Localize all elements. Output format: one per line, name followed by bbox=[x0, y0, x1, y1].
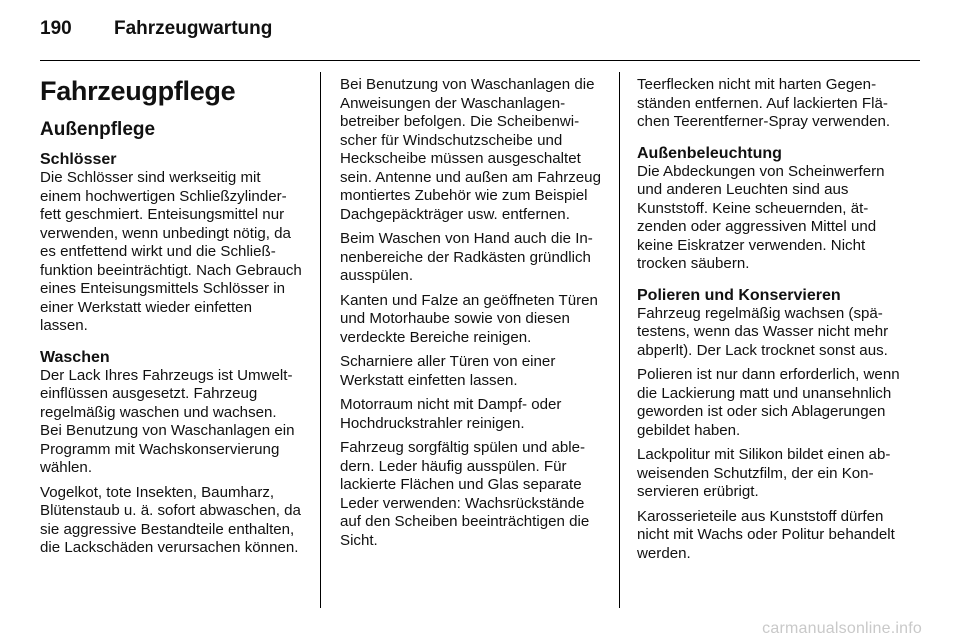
page-number: 190 bbox=[40, 18, 72, 39]
paragraph-tar: Teerflecken nicht mit harten Gegenständen entfernen. Auf lackierten Flächen Teerentferner-Spray verwenden. bbox=[637, 76, 891, 130]
column-2 bbox=[340, 76, 604, 556]
column-3 bbox=[637, 76, 905, 569]
chapter-title: Fahrzeugwartung bbox=[114, 18, 273, 39]
watermark: carmanualsonline.info bbox=[762, 620, 922, 637]
paragraph-hinges: Scharniere aller Türen von einer Werkstatt einfetten lassen. bbox=[340, 353, 556, 389]
page-title: Fahrzeugpflege bbox=[40, 76, 236, 106]
paragraph-polish-4: Karosserieteile aus Kunststoff dürfen nicht mit Wachs oder Politur behandelt werden. bbox=[637, 507, 895, 562]
subheading-lights: Außenbeleuchtung bbox=[637, 144, 782, 162]
paragraph-rinse: Fahrzeug sorgfältig spülen und abledern. Leder häufig ausspülen. Für lackierte Flächen und Glas separate Leder verwenden: Wachsrückstände auf den Scheiben beeinträchtigen die Sicht. bbox=[340, 439, 590, 549]
paragraph-engine: Motorraum nicht mit Dampf- oder Hochdruckstrahler reinigen. bbox=[340, 396, 562, 432]
paragraph-wash-1: Der Lack Ihres Fahrzeugs ist Umwelteinflüssen ausgesetzt. Fahrzeug regelmäßig waschen und wachsen. Bei Benutzung von Waschanlagen ein Programm mit Wachskonservierung wählen. bbox=[40, 366, 295, 476]
paragraph-handwash: Beim Waschen von Hand auch die Innenbereiche der Radkästen gründlich ausspülen. bbox=[340, 230, 593, 284]
paragraph-carwash: Bei Benutzung von Waschanlagen die Anweisungen der Waschanlagenbetreiber befolgen. Die Scheibenwischer für Windschutzscheibe und Heckscheibe müssen ausgeschaltet sein. Antenne und außen am Fahrzeug montiertes Zubehör wie zum Beispiel Dachgepäckträger usw. entfernen. bbox=[340, 76, 601, 223]
section-heading: Außenpflege bbox=[40, 119, 156, 140]
subheading-locks: Schlösser bbox=[40, 151, 117, 168]
paragraph-edges: Kanten und Falze an geöffneten Türen und Motorhaube sowie von diesen verdeckte Bereiche reinigen. bbox=[340, 291, 598, 346]
subheading-polish: Polieren und Konservieren bbox=[637, 286, 841, 304]
page-header bbox=[40, 18, 920, 48]
column-1 bbox=[40, 76, 302, 564]
paragraph-lights: Die Abdeckungen von Scheinwerfern und anderen Leuchten sind aus Kunststoff. Keine scheuernden, ätzenden oder aggressiven Mittel und keine Eiskratzer verwenden. Nicht trocken säubern. bbox=[637, 162, 885, 272]
paragraph-wash-2: Vogelkot, tote Insekten, Baumharz, Blütenstaub u. ä. sofort abwaschen, da sie aggressive Bestandteile enthalten, die Lackschäden verursachen können. bbox=[40, 483, 301, 556]
paragraph-polish-3: Lackpolitur mit Silikon bildet einen abweisenden Schutzfilm, der ein Konservieren erübrigt. bbox=[637, 446, 891, 500]
header-rule bbox=[40, 60, 920, 61]
paragraph-polish-2: Polieren ist nur dann erforderlich, wenn die Lackierung matt und unansehnlich geworden ist oder sich Ablagerungen gebildet haben. bbox=[637, 366, 900, 439]
column-divider bbox=[619, 72, 620, 608]
paragraph-polish-1: Fahrzeug regelmäßig wachsen (spätestens, wenn das Wasser nicht mehr abperlt). Der Lack trocknet sonst aus. bbox=[637, 304, 889, 359]
paragraph-locks: Die Schlösser sind werkseitig mit einem hochwertigen Schließzylinderfett geschmiert. Enteisungsmittel nur verwenden, wenn unbedingt nötig, da es entfettend wirkt und die Schließfunktion beeinträchtigt. Nach Gebrauch eines Enteisungsmittels Schlösser in einer Werkstatt wieder einfetten lassen. bbox=[40, 169, 302, 334]
subheading-wash: Waschen bbox=[40, 348, 110, 366]
column-divider bbox=[320, 72, 321, 608]
